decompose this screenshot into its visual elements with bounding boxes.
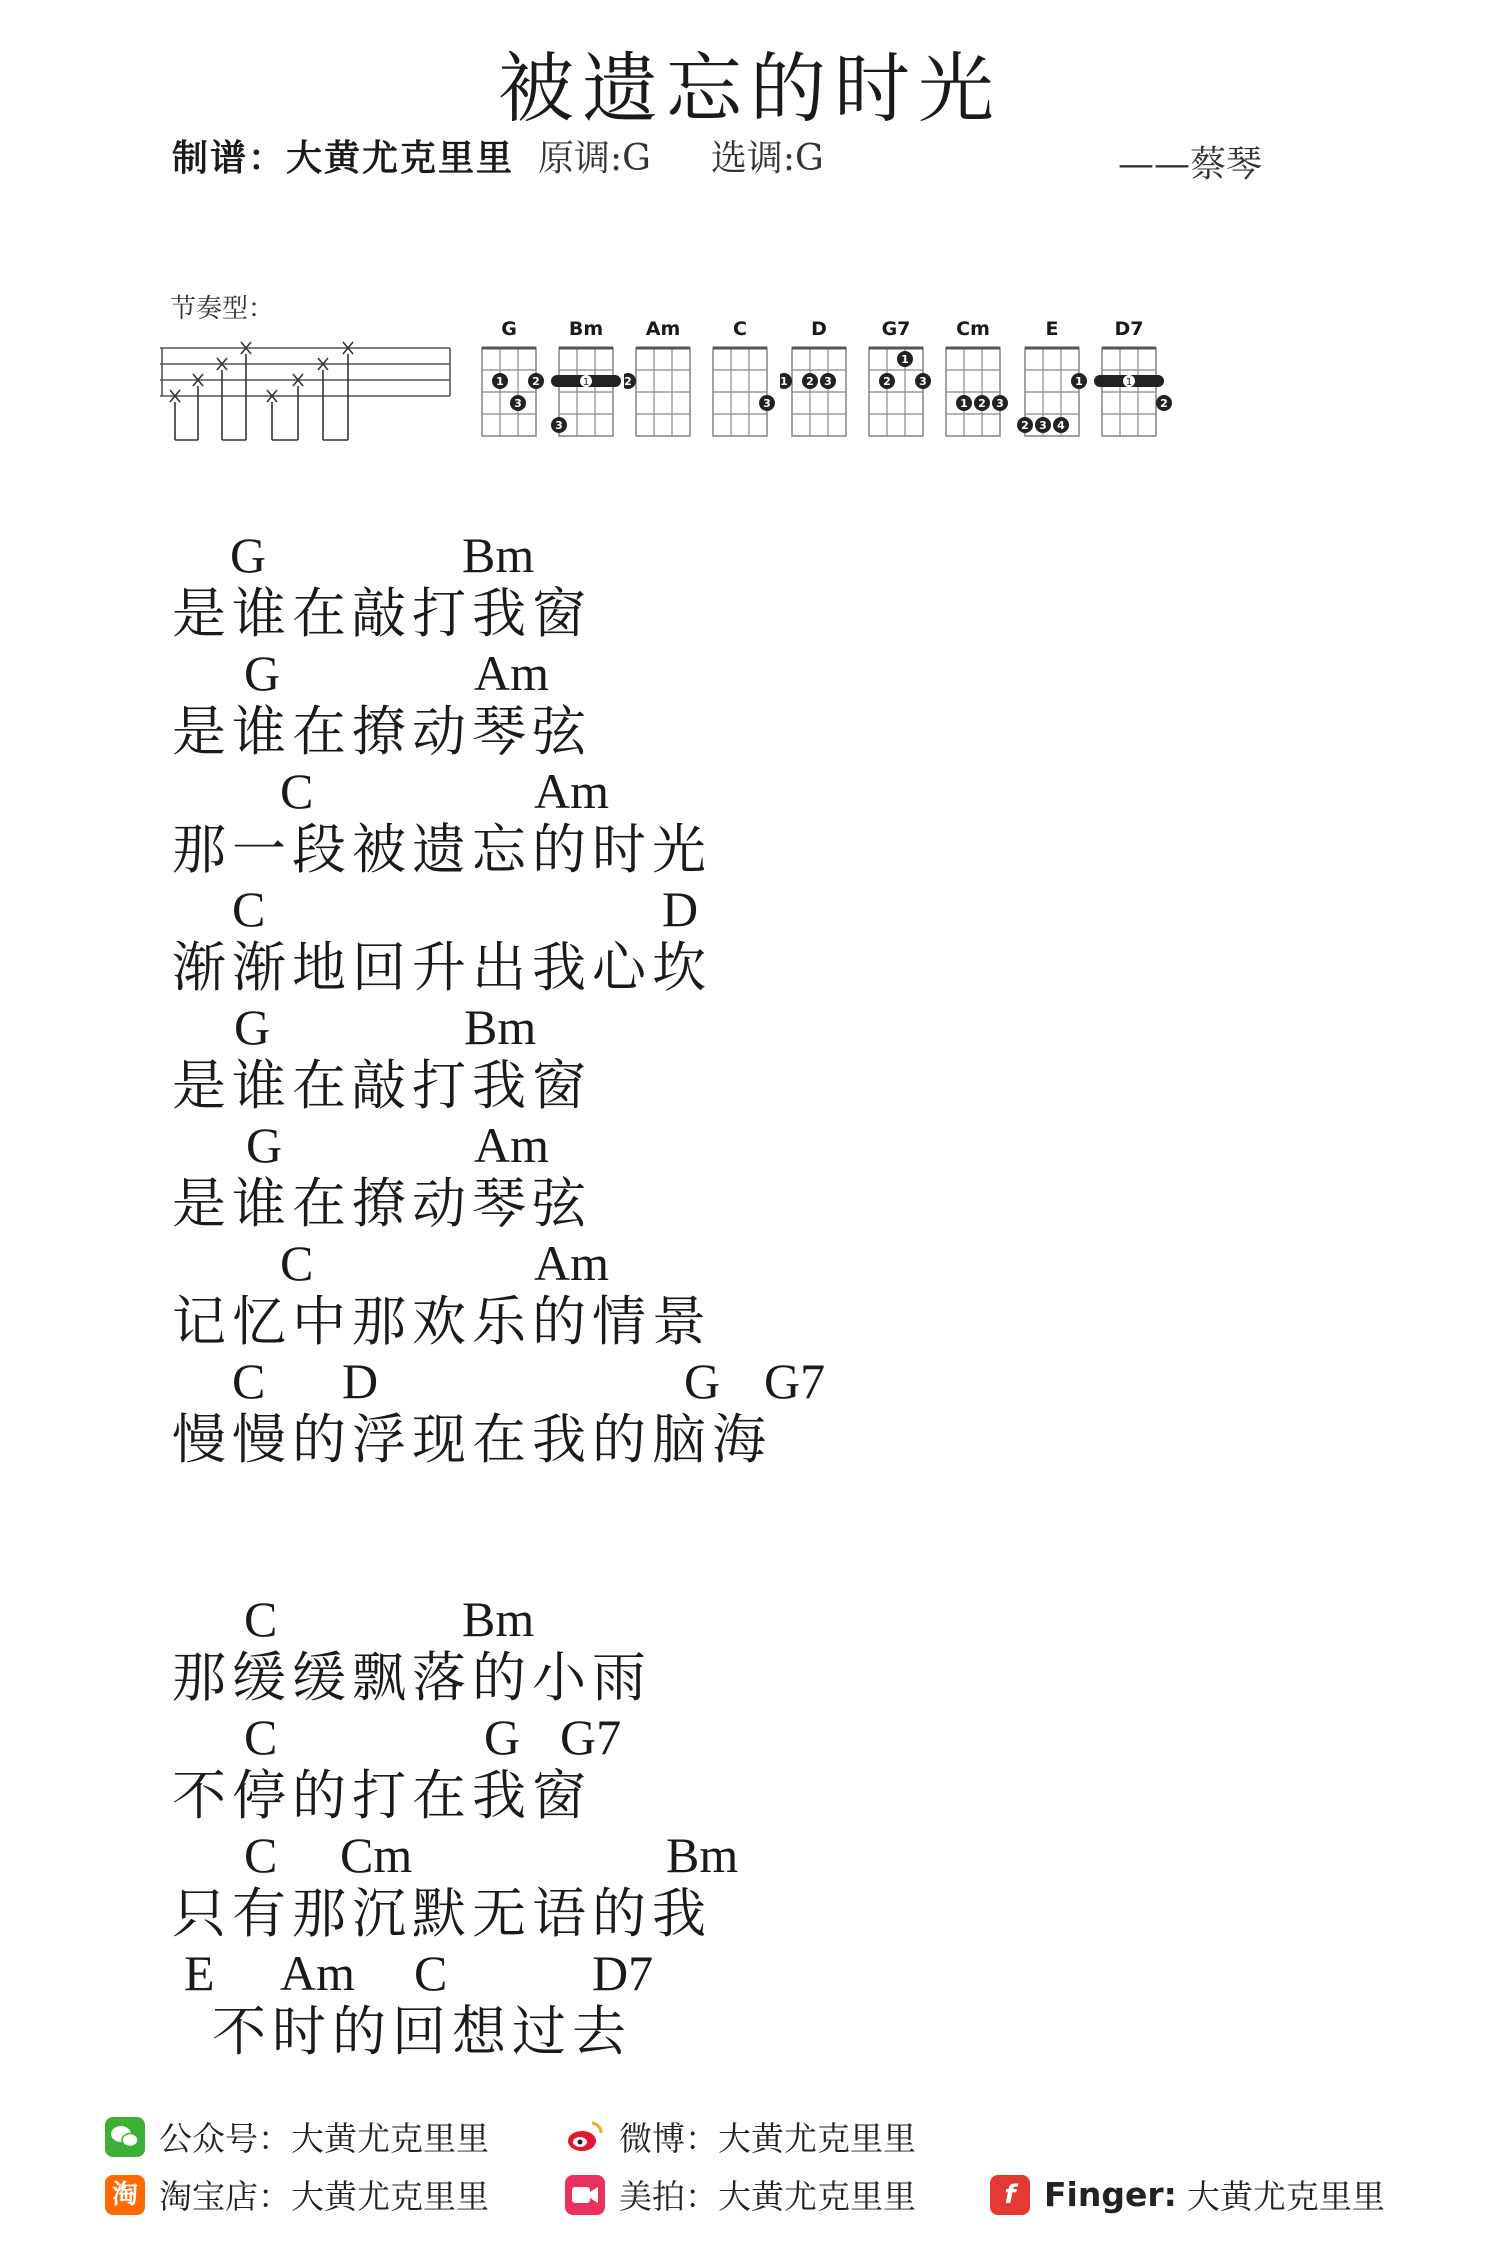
svg-text:2: 2 <box>1021 419 1029 432</box>
chord-symbol: G <box>244 645 281 701</box>
chord-symbol: G7 <box>764 1353 826 1409</box>
chord-chart-name: Am <box>645 318 681 340</box>
lyric-line: 那缓缓飘落的小雨 <box>172 1646 652 1709</box>
chord-chart-d7 <box>1090 318 1180 452</box>
fretboard-diagram <box>1013 342 1099 452</box>
chord-symbol: C <box>232 881 266 937</box>
fretboard-diagram <box>934 342 1020 452</box>
chord-chart-name: Bm <box>568 318 604 340</box>
original-key: 原调:G <box>538 138 651 179</box>
lyric-line: 是谁在敲打我窗 <box>172 1054 592 1117</box>
fretboard-diagram <box>1090 342 1176 452</box>
footer-wechat <box>105 2113 489 2160</box>
chord-symbol: Am <box>534 763 609 819</box>
svg-text:2: 2 <box>978 397 986 410</box>
weibo-icon <box>565 2117 605 2157</box>
footer-weibo <box>565 2113 916 2160</box>
wechat-icon <box>105 2117 145 2157</box>
footer-finger <box>990 2171 1385 2218</box>
svg-text:1: 1 <box>1075 375 1083 388</box>
chord-symbol: Am <box>280 1945 355 2001</box>
svg-text:3: 3 <box>555 419 563 432</box>
chord-symbol: C <box>244 1709 278 1765</box>
chord-chart-name: G7 <box>881 318 911 340</box>
svg-text:3: 3 <box>996 397 1004 410</box>
chord-chart-name: D <box>811 318 827 340</box>
meipai-label: 美拍：大黄尤克里里 <box>619 2177 916 2216</box>
chord-symbol: Bm <box>666 1827 739 1883</box>
meta-line <box>172 130 824 181</box>
footer <box>0 2105 1500 2245</box>
svg-text:2: 2 <box>532 375 540 388</box>
finger-icon: f <box>990 2175 1030 2215</box>
chord-symbol: Am <box>474 1117 549 1173</box>
artist-credit: ——蔡琴 <box>1118 144 1263 185</box>
taobao-label: 淘宝店：大黄尤克里里 <box>159 2177 489 2216</box>
chord-symbol: Bm <box>462 527 535 583</box>
chord-symbol: D <box>662 881 699 937</box>
lyric-line: 只有那沉默无语的我 <box>172 1882 712 1945</box>
chord-symbol: E <box>184 1945 215 2001</box>
finger-name: 大黄尤克里里 <box>1186 2177 1385 2216</box>
fretboard-diagram <box>701 342 787 452</box>
chord-symbol: C <box>232 1353 266 1409</box>
fretboard-diagram <box>780 342 866 452</box>
wechat-label: 公众号：大黄尤克里里 <box>159 2119 489 2158</box>
chord-chart-c <box>701 318 791 452</box>
lyric-line: 渐渐地回升出我心坎 <box>172 936 712 999</box>
chord-chart-name: Cm <box>956 318 990 340</box>
chord-chart-name: C <box>733 318 747 340</box>
fretboard-diagram <box>547 342 633 452</box>
chord-chart-row <box>470 318 1390 458</box>
maker-credit: 制谱：大黄尤克里里 <box>172 137 515 179</box>
chord-symbol: G <box>484 1709 521 1765</box>
chord-symbol: G <box>246 1117 283 1173</box>
lyric-line: 是谁在敲打我窗 <box>172 582 592 645</box>
chord-symbol: Bm <box>464 999 537 1055</box>
taobao-icon: 淘 <box>105 2175 145 2215</box>
chord-symbol: G <box>684 1353 721 1409</box>
lyric-line: 不时的回想过去 <box>212 2000 632 2063</box>
song-title: 被遗忘的时光 <box>498 44 1002 133</box>
meipai-icon <box>565 2175 605 2215</box>
svg-text:3: 3 <box>824 375 832 388</box>
chord-symbol: Bm <box>462 1591 535 1647</box>
finger-label: Finger: <box>1044 2175 1177 2214</box>
chord-symbol: C <box>280 763 314 819</box>
svg-text:2: 2 <box>624 375 632 388</box>
svg-text:1: 1 <box>582 377 590 388</box>
footer-meipai <box>565 2171 916 2218</box>
chosen-key: 选调:G <box>710 138 824 179</box>
svg-text:3: 3 <box>763 397 771 410</box>
chord-symbol: C <box>414 1945 448 2001</box>
svg-text:1: 1 <box>780 375 788 388</box>
chord-symbol: Am <box>534 1235 609 1291</box>
lyric-line: 是谁在撩动琴弦 <box>172 700 592 763</box>
svg-text:1: 1 <box>901 353 909 366</box>
chord-symbol: D <box>342 1353 379 1409</box>
fretboard-diagram <box>857 342 943 452</box>
lyric-line: 不停的打在我窗 <box>172 1764 592 1827</box>
chord-symbol: D7 <box>592 1945 654 2001</box>
fretboard-diagram <box>470 342 556 452</box>
chord-symbol: Cm <box>340 1827 413 1883</box>
chord-symbol: G <box>230 527 267 583</box>
svg-text:1: 1 <box>960 397 968 410</box>
footer-taobao <box>105 2171 489 2218</box>
svg-text:4: 4 <box>1057 419 1065 432</box>
chord-chart-name: G <box>501 318 517 340</box>
svg-text:2: 2 <box>806 375 814 388</box>
svg-text:3: 3 <box>1039 419 1047 432</box>
chord-chart-cm <box>934 318 1024 452</box>
svg-text:2: 2 <box>1160 397 1168 410</box>
svg-text:1: 1 <box>1125 377 1133 388</box>
lyric-line: 记忆中那欢乐的情景 <box>172 1290 712 1353</box>
chord-symbol: G <box>234 999 271 1055</box>
weibo-label: 微博：大黄尤克里里 <box>619 2119 916 2158</box>
svg-text:1: 1 <box>496 375 504 388</box>
fretboard-diagram <box>624 342 710 452</box>
chord-symbol: Am <box>474 645 549 701</box>
chord-symbol: C <box>244 1591 278 1647</box>
lyric-line: 慢慢的浮现在我的脑海 <box>172 1408 772 1471</box>
rhythm-pattern-diagram <box>160 340 460 455</box>
chord-symbol: C <box>244 1827 278 1883</box>
chord-symbol: G7 <box>560 1709 622 1765</box>
svg-text:3: 3 <box>514 397 522 410</box>
lyric-line: 是谁在撩动琴弦 <box>172 1172 592 1235</box>
chord-chart-name: D7 <box>1114 318 1144 340</box>
chord-symbol: C <box>280 1235 314 1291</box>
svg-text:2: 2 <box>883 375 891 388</box>
chord-chart-name: E <box>1045 318 1059 340</box>
svg-text:3: 3 <box>919 375 927 388</box>
lyric-line: 那一段被遗忘的时光 <box>172 818 712 881</box>
rhythm-label: 节奏型： <box>170 294 275 324</box>
